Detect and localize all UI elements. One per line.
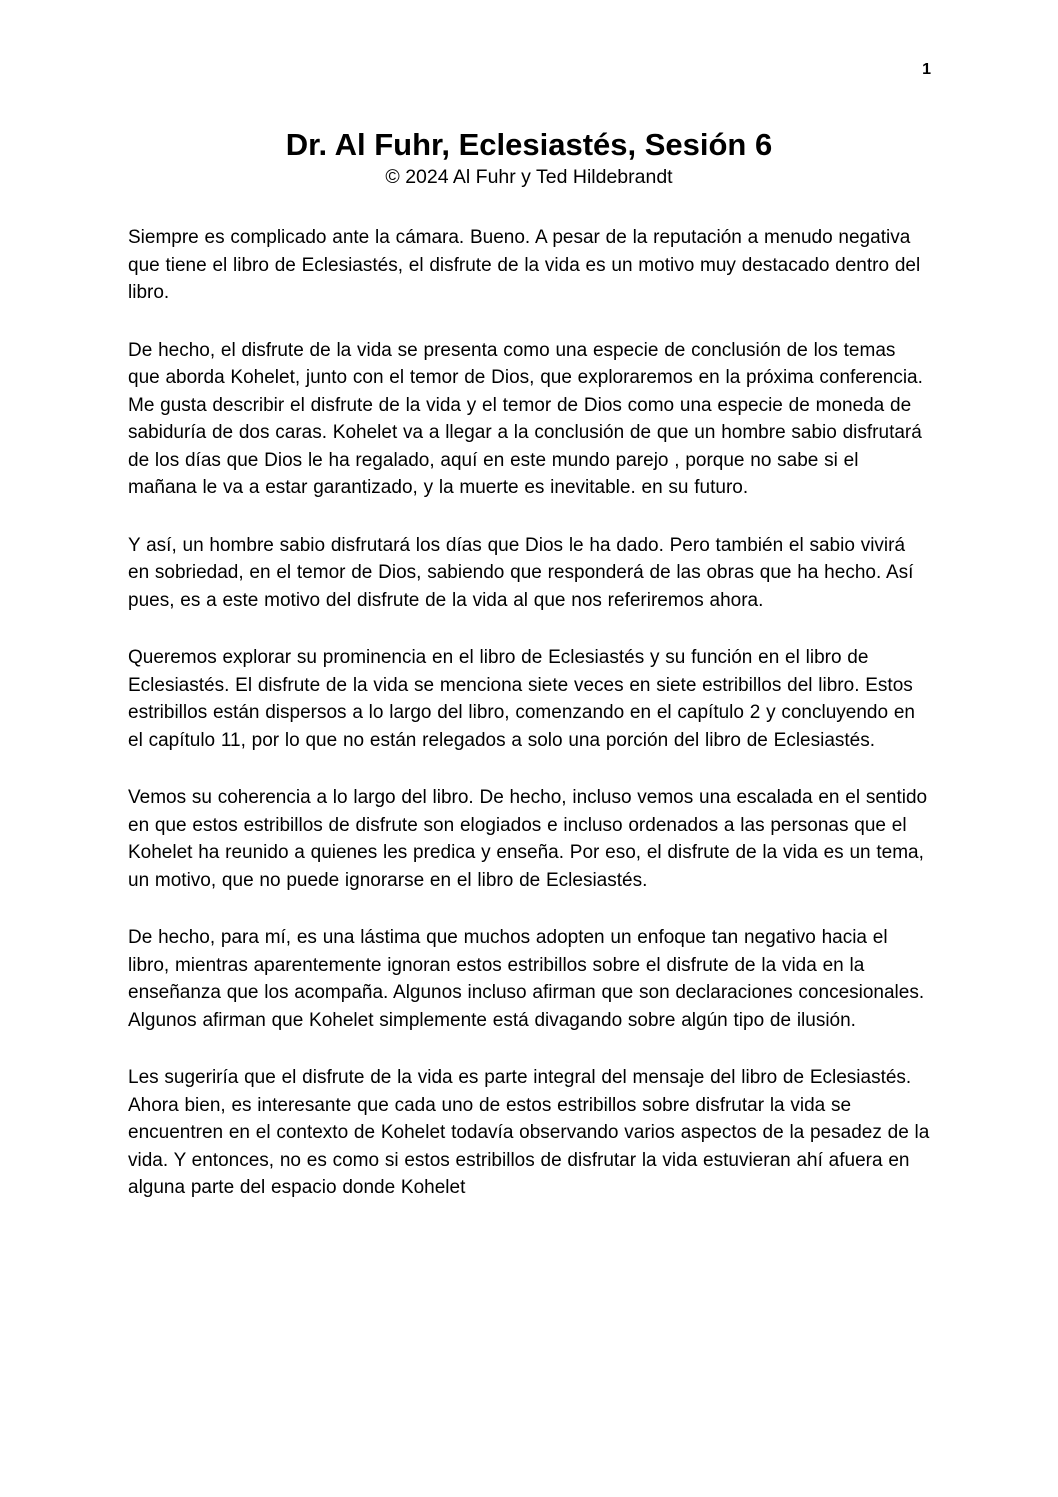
paragraph: Queremos explorar su prominencia en el libro de Eclesiastés y su función en el libro de Eclesiastés. El disfrute de la vida se menciona siete veces en siete estribillos del libro. Estos estribillos están dispersos a lo largo del libro, comenzando en el capítulo 2 y concluyendo en el capítulo 11, por lo que no están relegados a solo una porción del libro de Eclesiastés. [128, 647, 915, 751]
page-number: 1 [922, 61, 931, 78]
copyright-line: © 2024 Al Fuhr y Ted Hildebrandt [385, 166, 673, 188]
paragraph: Siempre es complicado ante la cámara. Bueno. A pesar de la reputación a menudo negativa que tiene el libro de Eclesiastés, el disfrute de la vida es un motivo muy destacado dentro del libro. [128, 227, 921, 303]
paragraph: Vemos su coherencia a lo largo del libro. De hecho, incluso vemos una escalada en el sentido en que estos estribillos de disfrute son elogiados e incluso ordenados a las personas que el Kohelet ha reunido a quienes les predica y enseña. Por eso, el disfrute de la vida es un tema, un motivo, que no puede ignorarse en el libro de Eclesiastés. [128, 787, 928, 891]
paragraph: Y así, un hombre sabio disfrutará los días que Dios le ha dado. Pero también el sabio vivirá en sobriedad, en el temor de Dios, sabiendo que responderá de las obras que ha hecho. Así pues, es a este motivo del disfrute de la vida al que nos referiremos ahora. [128, 534, 914, 611]
paragraph: De hecho, para mí, es una lástima que muchos adopten un enfoque tan negativo hacia el libro, mientras aparentemente ignoran estos estribillos sobre el disfrute de la vida en la enseñanza que los acompaña. Algunos incluso afirman que son declaraciones concesionales. Algunos afirman que Kohelet simplemente está divagando sobre algún tipo de ilusión. [128, 927, 925, 1031]
paragraph: Les sugeriría que el disfrute de la vida es parte integral del mensaje del libro de Eclesiastés. Ahora bien, es interesante que cada uno de estos estribillos sobre disfrutar la vida se encuentren en el contexto de Kohelet todavía observando varios aspectos de la pesadez de la vida. Y entonces, no es como si estos estribillos de disfrutar la vida estuvieran ahí afuera en alguna parte del espacio donde Kohelet [128, 1067, 930, 1198]
document-title: Dr. Al Fuhr, Eclesiastés, Sesión 6 [285, 127, 773, 162]
document-body [0, 224, 1058, 1202]
paragraph: De hecho, el disfrute de la vida se presenta como una especie de conclusión de los temas que aborda Kohelet, junto con el temor de Dios, que exploraremos en la próxima conferencia. Me gusta describir el disfrute de la vida y el temor de Dios como una especie de moneda de sabiduría de dos caras. Kohelet va a llegar a la conclusión de que un hombre sabio disfrutará de los días que Dios le ha regalado, aquí en este mundo parejo , porque no sabe si el mañana le va a estar garantizado, y la muerte es inevitable. en su futuro. [128, 339, 923, 498]
